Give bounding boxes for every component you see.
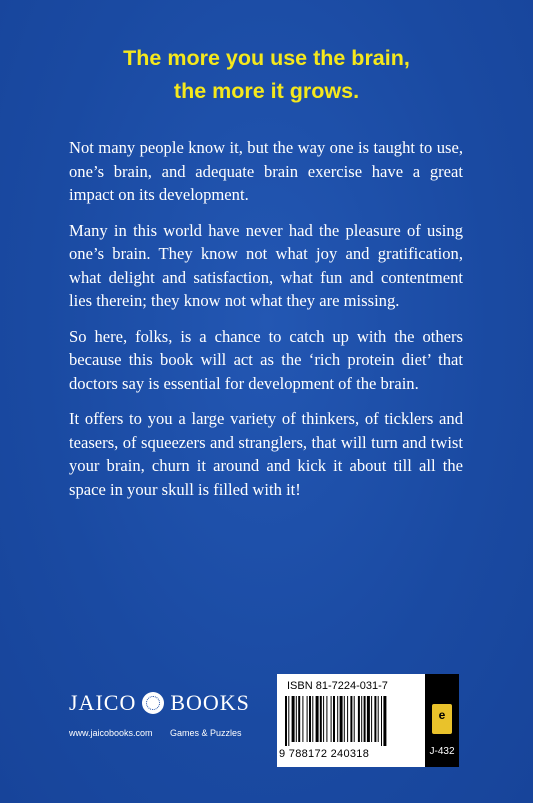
blurb-paragraph-1: Not many people know it, but the way one is taught to use, one’s brain, and adequate brain exercise have a great impact on its development. — [69, 138, 463, 204]
publisher-website: www.jaicobooks.com — [69, 728, 153, 738]
blurb-paragraph-3: So here, folks, is a chance to catch up with the others because this book will act as the ‘rich protein diet’ that doctors say is essential for development of the brain. — [69, 326, 463, 393]
ebook-icon — [432, 704, 452, 734]
barcode-panel — [277, 674, 425, 767]
product-tag — [425, 674, 459, 767]
barcode-number: 9 788172 240318 — [279, 748, 370, 760]
publisher-name-left: JAICO — [69, 690, 137, 715]
isbn-label: ISBN 81-7224-031-7 — [287, 680, 388, 692]
publisher-logo — [69, 690, 250, 716]
product-code: J-432 — [429, 746, 455, 757]
blurb-paragraph-4: It offers to you a large variety of thinkers, of ticklers and teasers, of squeezers and stranglers, that will turn and twist your brain, churn it around and kick it about till all the space in your skull is filled with it! — [69, 409, 463, 499]
book-category: Games & Puzzles — [170, 728, 242, 738]
barcode-icon — [285, 696, 417, 746]
headline-line-2: the more it grows. — [173, 79, 360, 103]
blurb-paragraph-2: Many in this world have never had the pleasure of using one’s brain. They know not what joy and gratification, what delight and satisfaction, what fun and contentment lies therein; they know not what they are missing. — [69, 220, 463, 310]
headline — [0, 42, 533, 108]
blurb — [69, 136, 463, 513]
publisher-name-right: BOOKS — [170, 690, 250, 715]
publisher-emblem-icon — [142, 692, 164, 714]
headline-line-1: The more you use the brain, — [123, 46, 410, 70]
